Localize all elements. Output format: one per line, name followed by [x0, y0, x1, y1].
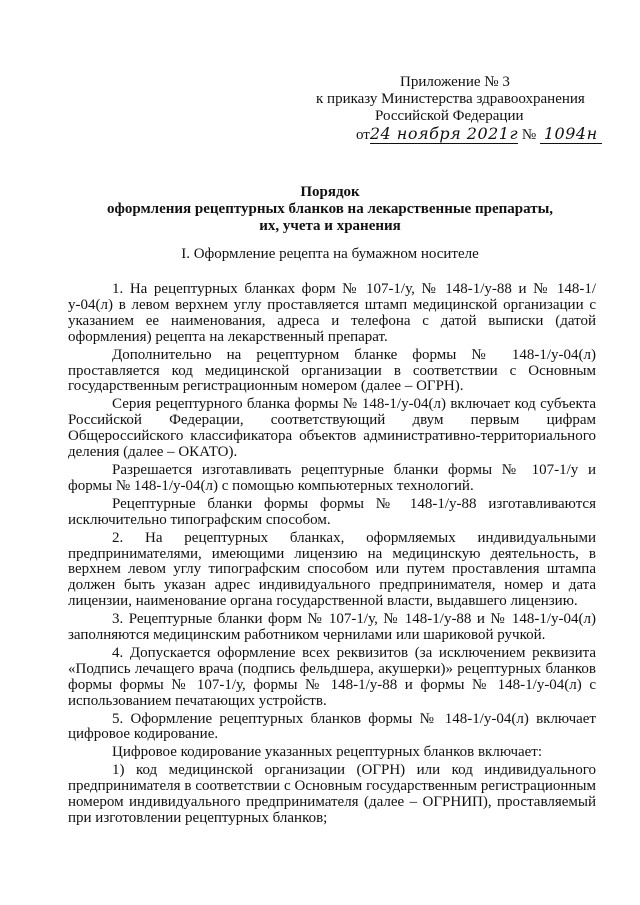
- paragraph: 1) код медицинской организации (ОГРН) или код индивидуального предпринимателя в соответствии с Основным государственным регистрационным номером индивидуального предпринимателя (далее – ОГРНИП), проставляемый при изготовлении рецептурных бланков;: [68, 762, 596, 826]
- document-title: [60, 184, 600, 235]
- paragraph: Дополнительно на рецептурном бланке формы № 148-1/у-04(л) проставляется код медицинской организации в соответствии с Основным государственным регистрационным номером (далее – ОГРН).: [68, 346, 596, 395]
- appendix-block: [300, 74, 600, 144]
- date-prefix: от: [356, 127, 370, 143]
- appendix-number: Приложение № 3: [400, 74, 510, 90]
- paragraph: Серия рецептурного бланка формы № 148-1/у-04(л) включает код субъекта Российской Федерации, соответствующий двум первым цифрам Общероссийского классификатора объектов административно-территориального деления (далее – ОКАТО).: [68, 396, 596, 461]
- title-line-2: оформления рецептурных бланков на лекарственные препараты,: [106, 201, 554, 217]
- appendix-date-line: [300, 125, 600, 144]
- handwritten-number: 1094н: [540, 124, 602, 144]
- document-body: [68, 282, 596, 827]
- appendix-federation: Российской Федерации: [375, 108, 524, 124]
- appendix-order: к приказу Министерства здравоохранения: [316, 91, 585, 107]
- title-line-3: их, учета и хранения: [259, 218, 401, 234]
- handwritten-date: 24 ноября 2021г: [369, 124, 519, 143]
- paragraph: Рецептурные бланки формы формы № 148-1/у-88 изготавливаются исключительно типографским способом.: [68, 495, 596, 528]
- paragraph: Разрешается изготавливать рецептурные бланки формы № 107-1/у и формы № 148-1/у-04(л) с помощью компьютерных технологий.: [68, 461, 596, 494]
- paragraph: 1. На рецептурных бланках форм № 107-1/у, № 148-1/у-88 и № 148-1/у-04(л) в левом верхнем углу проставляется штамп медицинской организации с указанием ее наименования, адреса и телефона с датой выписки (датой оформления) рецепта на лекарственный препарат.: [68, 281, 596, 345]
- title-line-1: Порядок: [300, 184, 360, 200]
- paragraph: 4. Допускается оформление всех реквизитов (за исключением реквизита «Подпись лечащего врача (подпись фельдшера, акушерки)» рецептурных бланков формы формы № 107-1/у, формы № 148-1/у-88 и формы № 148-1/у-04(л) с использованием печатающих устройств.: [68, 644, 596, 709]
- paragraph: Цифровое кодирование указанных рецептурных бланков включает:: [112, 744, 543, 761]
- paragraph: 3. Рецептурные бланки форм № 107-1/у, № 148-1/у-88 и № 148-1/у-04(л) заполняются медицинским работником чернилами или шариковой ручкой.: [68, 611, 596, 644]
- section-heading: I. Оформление рецепта на бумажном носителе: [181, 246, 479, 262]
- paragraph: 2. На рецептурных бланках, оформляемых индивидуальными предпринимателями, имеющими лицензию на медицинскую деятельность, в верхнем левом углу типографским способом или путем проставления штампа должен быть указан адрес индивидуального предпринимателя, номер и дата лицензии, наименование органа государственной власти, выдавшего лицензию.: [68, 529, 596, 610]
- number-label: №: [521, 127, 537, 143]
- paragraph: 5. Оформление рецептурных бланков формы № 148-1/у-04(л) включает цифровое кодирование.: [68, 710, 596, 743]
